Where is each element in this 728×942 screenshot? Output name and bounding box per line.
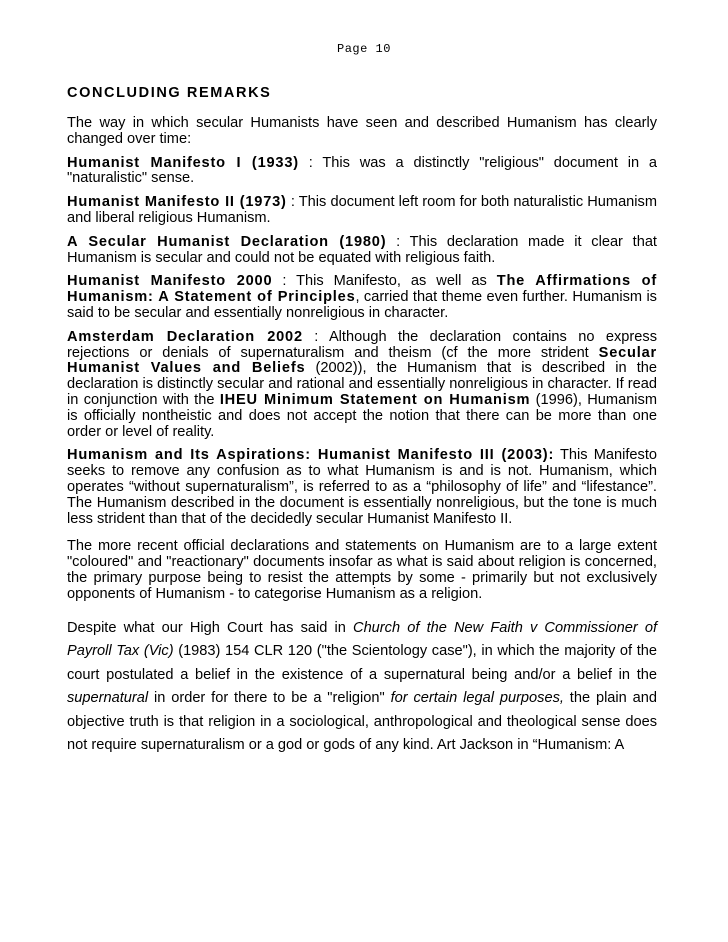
- paragraph-text: : This declaration made it clear that Humanism is secular and could not be equated with religious faith.: [67, 233, 657, 266]
- document-title: Humanist Manifesto I (1933): [67, 154, 299, 171]
- paragraph-text: (1983) 154 CLR 120 ("the Scientology case"), in which the majority of the court postulated a belief in the existence of a supernatural being and/or a belief in the: [67, 643, 657, 683]
- paragraph-text: (2002)), the Humanism that is described in the declaration is distinctly secular and rational and essentially nonreligious in character. If read in conjunction with the: [67, 360, 657, 408]
- paragraph-text: Despite what our High Court has said in: [67, 619, 354, 636]
- case-name: Church of the New Faith v Commissioner of Payroll Tax (Vic): [67, 619, 658, 660]
- paragraph-manifesto-2: [67, 195, 657, 227]
- page-number: Page 10: [337, 42, 391, 56]
- paragraph-text: in order for there to be a "religion": [148, 690, 391, 707]
- paragraph-text: the plain and objective truth is that religion in a sociological, anthropological and theological sense does not require supernaturalism or a god or gods of any kind. Art Jackson in “Humanism: A: [67, 690, 657, 754]
- emphasis-text: for certain legal purposes,: [390, 690, 564, 707]
- paragraph-text: , carried that theme even further. Humanism is said to be secular and essentially nonreligious in character.: [67, 289, 657, 321]
- document-title: Humanist Manifesto 2000: [67, 273, 273, 290]
- paragraph-text: : This Manifesto, as well as: [272, 273, 497, 290]
- document-title: Humanist Manifesto II (1973): [67, 194, 287, 211]
- paragraph-text: (1996), Humanism is officially nontheistic and does not accept the notion that there can be more than one order or level of reality.: [67, 391, 658, 440]
- intro-paragraph: The way in which secular Humanists have seen and described Humanism has clearly changed over time:: [67, 115, 657, 147]
- paragraph-manifesto-3: [67, 448, 657, 527]
- paragraph-manifesto-2000: [67, 274, 657, 321]
- paragraph-high-court: [67, 617, 657, 759]
- paragraph-text: : This document left room for both naturalistic Humanism and liberal religious Humanism.: [67, 194, 657, 226]
- document-title: Secular Humanist Values and Beliefs: [67, 344, 657, 377]
- document-title: The Affirmations of Humanism: A Statement of Principles: [67, 273, 657, 306]
- paragraph-manifesto-1: [67, 156, 657, 188]
- paragraph-secular-declaration: [67, 235, 657, 267]
- document-body: [67, 84, 657, 766]
- section-heading: CONCLUDING REMARKS: [67, 85, 272, 101]
- paragraph-amsterdam-declaration: [67, 330, 657, 441]
- document-title: A Secular Humanist Declaration (1980): [67, 233, 387, 250]
- emphasis-text: supernatural: [67, 690, 149, 707]
- paragraph-recent-declarations: The more recent official declarations and statements on Humanism are to a large extent "coloured" and "reactionary" documents insofar as what is said about religion is concerned, the primary purpose being to resist the attempts by some - primarily but not exclusively opponents of Humanism - to categorise Humanism as a religion.: [67, 538, 657, 602]
- document-title: IHEU Minimum Statement on Humanism: [219, 391, 531, 408]
- paragraph-text: This Manifesto seeks to remove any confusion as to what Humanism is and is not. Humanism, which operates “without supernaturalism”, is referred to as a “philosophy of life” and “lifestance”. The Humanism described in the document is essentially nonreligious, but the tone is much less strident than that of the decidedly secular Humanist Manifesto II.: [67, 447, 658, 527]
- document-title: Amsterdam Declaration 2002: [67, 328, 303, 345]
- document-title: Humanism and Its Aspirations: Humanist Manifesto III (2003):: [67, 447, 555, 464]
- paragraph-text: : Although the declaration contains no express rejections or denials of supernaturalism and theism (cf the more strident: [67, 328, 657, 361]
- paragraph-text: : This was a distinctly "religious" document in a "naturalistic" sense.: [67, 154, 658, 187]
